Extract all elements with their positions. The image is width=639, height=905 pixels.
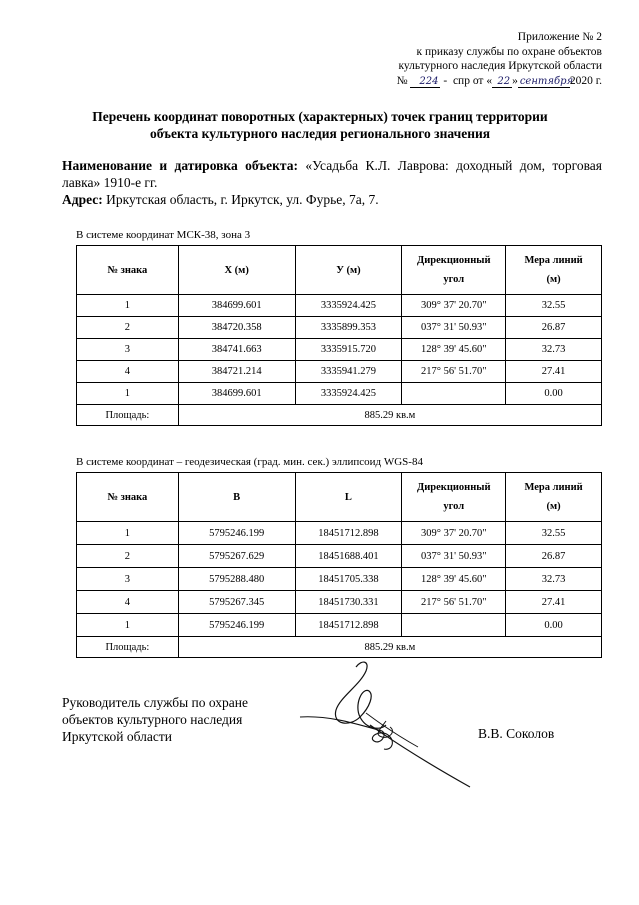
appendix-title: Приложение № 2 — [517, 31, 602, 43]
table-row — [77, 614, 602, 637]
cell-dir: 309° 37' 20.70" — [402, 522, 506, 545]
cell-b: 5795288.480 — [178, 568, 295, 591]
order-date-separator: » — [512, 74, 518, 87]
cell-len: 32.55 — [506, 522, 602, 545]
coords-table-msk38 — [76, 245, 602, 426]
cell-x: 384699.601 — [178, 295, 295, 317]
object-name-label: Наименование и датировка объекта: — [62, 158, 298, 173]
table1-header-dir-bottom: угол — [443, 274, 465, 285]
table-row — [77, 591, 602, 614]
table1-header-len-bottom: (м) — [546, 274, 561, 285]
table-row — [77, 339, 602, 361]
table-row — [77, 317, 602, 339]
table1-header-dir — [402, 246, 506, 295]
table1-header-len-top: Мера линий — [524, 255, 583, 266]
table2-header-len — [506, 473, 602, 522]
table2-header-dir-bottom: угол — [443, 501, 465, 512]
cell-num: 1 — [77, 295, 179, 317]
table2-header-num: № знака — [77, 473, 179, 522]
cell-y: 3335924.425 — [295, 383, 402, 405]
signer-line-2: объектов культурного наследия — [62, 712, 243, 727]
cell-num: 4 — [77, 591, 179, 614]
object-address — [62, 192, 602, 209]
cell-len: 27.41 — [506, 591, 602, 614]
table1-header-dir-top: Дирекционный — [417, 255, 491, 266]
cell-dir: 309° 37' 20.70" — [402, 295, 506, 317]
table-row — [77, 383, 602, 405]
cell-dir: 037° 31' 50.93" — [402, 317, 506, 339]
cell-len: 27.41 — [506, 361, 602, 383]
table1-area-row — [77, 405, 602, 426]
order-month-handwritten: сентября — [519, 75, 574, 87]
object-address-value: Иркутская область, г. Иркутск, ул. Фурье, 7а, 7. — [106, 192, 379, 207]
cell-b: 5795246.199 — [178, 614, 295, 637]
table-row — [77, 545, 602, 568]
object-info — [62, 158, 602, 209]
area-label: Площадь: — [77, 637, 179, 658]
table1-caption: В системе координат МСК-38, зона 3 — [76, 229, 251, 241]
cell-dir — [402, 383, 506, 405]
cell-num: 1 — [77, 383, 179, 405]
cell-y: 3335915.720 — [295, 339, 402, 361]
order-number-prefix: № — [396, 74, 408, 87]
cell-len: 32.55 — [506, 295, 602, 317]
object-name-value: «Усадьба К.Л. Лаврова: доходный дом, торговая лавка» 1910-е гг. — [62, 158, 602, 190]
order-day-handwritten: 22 — [492, 76, 512, 88]
cell-dir: 128° 39' 45.60" — [402, 568, 506, 591]
cell-num: 1 — [77, 614, 179, 637]
cell-len: 32.73 — [506, 568, 602, 591]
signer-line-1: Руководитель службы по охране — [62, 695, 249, 710]
area-label: Площадь: — [77, 405, 179, 426]
cell-x: 384721.214 — [178, 361, 295, 383]
handwritten-signature — [270, 655, 480, 790]
table2-header-l: L — [295, 473, 402, 522]
cell-l: 18451705.338 — [295, 568, 402, 591]
cell-dir: 128° 39' 45.60" — [402, 339, 506, 361]
cell-len: 0.00 — [506, 383, 602, 405]
table2-header-row — [77, 473, 602, 522]
order-number-handwritten: 224 — [410, 76, 440, 88]
table1-header-len — [506, 246, 602, 295]
order-year: 2020 г. — [569, 74, 602, 87]
cell-dir: 217° 56' 51.70" — [402, 591, 506, 614]
cell-y: 3335899.353 — [295, 317, 402, 339]
cell-len: 0.00 — [506, 614, 602, 637]
cell-x: 384741.663 — [178, 339, 295, 361]
area-value: 885.29 кв.м — [178, 637, 601, 658]
cell-dir: 217° 56' 51.70" — [402, 361, 506, 383]
cell-num: 3 — [77, 568, 179, 591]
signer-name: В.В. Соколов — [478, 726, 555, 741]
table2-header-dir-top: Дирекционный — [417, 482, 491, 493]
table-row — [77, 522, 602, 545]
cell-num: 2 — [77, 317, 179, 339]
cell-b: 5795267.629 — [178, 545, 295, 568]
signer-title-block — [62, 694, 248, 745]
title-line-2: объекта культурного наследия регионального значения — [149, 126, 491, 141]
object-address-label: Адрес: — [62, 192, 103, 207]
order-date-prefix: - спр от « — [443, 74, 493, 87]
table2-header-len-top: Мера линий — [524, 482, 583, 493]
cell-b: 5795267.345 — [178, 591, 295, 614]
appendix-block — [397, 30, 602, 88]
cell-y: 3335924.425 — [295, 295, 402, 317]
cell-len: 26.87 — [506, 317, 602, 339]
cell-len: 32.73 — [506, 339, 602, 361]
cell-b: 5795246.199 — [178, 522, 295, 545]
coords-table-wgs84 — [76, 472, 602, 658]
table1-header-x: X (м) — [178, 246, 295, 295]
cell-dir: 037° 31' 50.93" — [402, 545, 506, 568]
cell-num: 2 — [77, 545, 179, 568]
table1-header-row — [77, 246, 602, 295]
appendix-authority-line: культурного наследия Иркутской области — [398, 60, 602, 72]
table1-header-y: У (м) — [295, 246, 402, 295]
cell-y: 3335941.279 — [295, 361, 402, 383]
cell-dir — [402, 614, 506, 637]
table-row — [77, 295, 602, 317]
table2-header-dir — [402, 473, 506, 522]
document-title — [60, 108, 580, 142]
cell-x: 384720.358 — [178, 317, 295, 339]
table2-header-len-bottom: (м) — [546, 501, 561, 512]
title-line-1: Перечень координат поворотных (характерных) точек границ территории — [92, 109, 548, 124]
cell-l: 18451688.401 — [295, 545, 402, 568]
table2-caption: В системе координат – геодезическая (град. мин. сек.) эллипсоид WGS-84 — [76, 456, 423, 468]
cell-num: 1 — [77, 522, 179, 545]
signer-line-3: Иркутской области — [62, 729, 173, 744]
cell-num: 3 — [77, 339, 179, 361]
cell-l: 18451730.331 — [295, 591, 402, 614]
cell-num: 4 — [77, 361, 179, 383]
table2-header-b: B — [178, 473, 295, 522]
cell-x: 384699.601 — [178, 383, 295, 405]
appendix-order-line: к приказу службы по охране объектов — [416, 45, 602, 58]
table1-header-num: № знака — [77, 246, 179, 295]
cell-l: 18451712.898 — [295, 614, 402, 637]
area-value: 885.29 кв.м — [178, 405, 601, 426]
table-row — [77, 361, 602, 383]
object-name — [62, 158, 602, 191]
cell-len: 26.87 — [506, 545, 602, 568]
table-row — [77, 568, 602, 591]
order-number-line — [397, 74, 602, 89]
cell-l: 18451712.898 — [295, 522, 402, 545]
